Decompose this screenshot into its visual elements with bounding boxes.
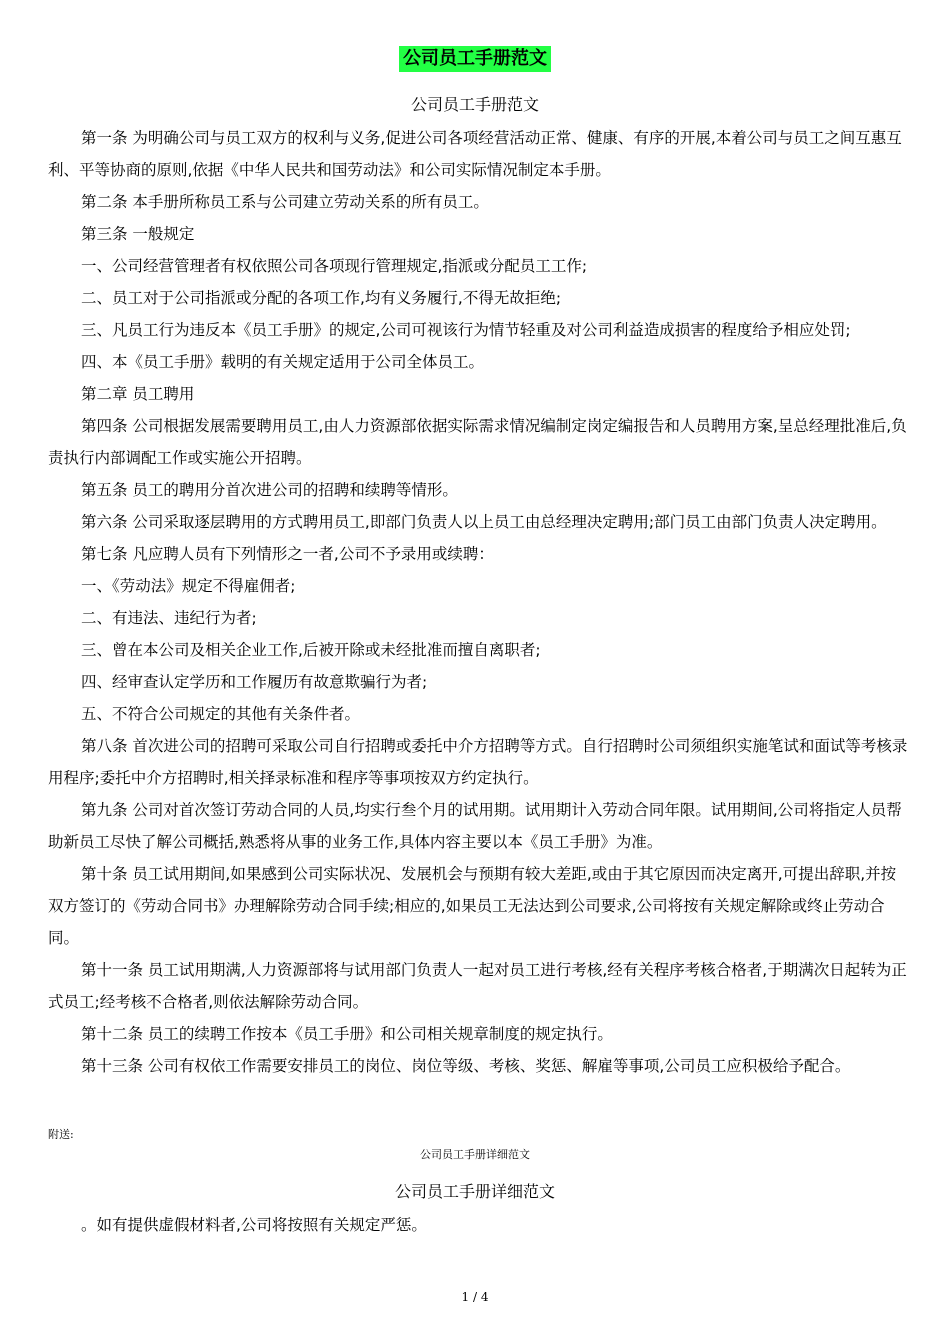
paragraph: 三、凡员工行为违反本《员工手册》的规定,公司可视该行为情节轻重及对公司利益造成损害的程度给予相应处罚;	[81, 321, 851, 339]
appendix-label: 附送:	[48, 1128, 74, 1141]
paragraph: 一、《劳动法》规定不得雇佣者;	[81, 577, 296, 595]
paragraph: 第十三条 公司有权依工作需要安排员工的岗位、岗位等级、考核、奖惩、解雇等事项,公司员工应积极给予配合。	[81, 1057, 851, 1075]
paragraph: 第五条 员工的聘用分首次进公司的招聘和续聘等情形。	[81, 481, 458, 499]
paragraph: 第八条 首次进公司的招聘可采取公司自行招聘或委托中介方招聘等方式。自行招聘时公司须组织实施笔试和面试等考核录用程序;委托中介方招聘时,相关择录标准和程序等事项按双方约定执行。	[48, 737, 908, 787]
paragraph: 第九条 公司对首次签订劳动合同的人员,均实行叁个月的试用期。试用期计入劳动合同年限。试用期间,公司将指定人员帮助新员工尽快了解公司概括,熟悉将从事的业务工作,具体内容主要以本《员工手册》为准。	[48, 801, 902, 851]
document-body	[48, 122, 908, 1082]
paragraph: 第四条 公司根据发展需要聘用员工,由人力资源部依据实际需求情况编制定岗定编报告和人员聘用方案,呈总经理批准后,负责执行内部调配工作或实施公开招聘。	[48, 417, 907, 467]
paragraph: 第七条 凡应聘人员有下列情形之一者,公司不予录用或续聘：	[81, 545, 494, 563]
appendix-title: 公司员工手册详细范文	[420, 1148, 530, 1161]
document-title: 公司员工手册范文	[399, 46, 551, 72]
paragraph: 第六条 公司采取逐层聘用的方式聘用员工,即部门负责人以上员工由总经理决定聘用;部门员工由部门负责人决定聘用。	[81, 513, 887, 531]
appendix-text: 。如有提供虚假材料者,公司将按照有关规定严惩。	[81, 1216, 427, 1234]
paragraph: 第三条 一般规定	[81, 225, 195, 243]
paragraph: 一、公司经营管理者有权依照公司各项现行管理规定,指派或分配员工工作;	[81, 257, 588, 275]
paragraph: 第二章 员工聘用	[81, 385, 195, 403]
title-wrapper	[0, 46, 950, 72]
paragraph: 第一条 为明确公司与员工双方的权利与义务,促进公司各项经营活动正常、健康、有序的开展,本着公司与员工之间互惠互利、平等协商的原则,依据《中华人民共和国劳动法》和公司实际情况制定本手册。	[48, 129, 902, 179]
paragraph: 第十条 员工试用期间,如果感到公司实际状况、发展机会与预期有较大差距,或由于其它原因而决定离开,可提出辞职,并按双方签订的《劳动合同书》办理解除劳动合同手续;相应的,如果员工无法达到公司要求,公司将按有关规定解除或终止劳动合同。	[48, 865, 897, 947]
paragraph: 二、有违法、违纪行为者;	[81, 609, 257, 627]
document-subtitle: 公司员工手册范文	[410, 95, 539, 114]
paragraph: 第十一条 员工试用期满,人力资源部将与试用部门负责人一起对员工进行考核,经有关程序考核合格者,于期满次日起转为正式员工;经考核不合格者,则依法解除劳动合同。	[48, 961, 907, 1011]
paragraph: 五、不符合公司规定的其他有关条件者。	[81, 705, 361, 723]
paragraph: 二、员工对于公司指派或分配的各项工作,均有义务履行,不得无故拒绝;	[81, 289, 562, 307]
appendix-subtitle: 公司员工手册详细范文	[394, 1182, 555, 1201]
page-number: 1 / 4	[461, 1290, 489, 1304]
paragraph: 四、本《员工手册》载明的有关规定适用于公司全体员工。	[81, 353, 485, 371]
paragraph: 四、经审查认定学历和工作履历有故意欺骗行为者;	[81, 673, 428, 691]
paragraph: 第二条 本手册所称员工系与公司建立劳动关系的所有员工。	[81, 193, 489, 211]
paragraph: 第十二条 员工的续聘工作按本《员工手册》和公司相关规章制度的规定执行。	[81, 1025, 613, 1043]
paragraph: 三、曾在本公司及相关企业工作,后被开除或未经批准而擅自离职者;	[81, 641, 541, 659]
